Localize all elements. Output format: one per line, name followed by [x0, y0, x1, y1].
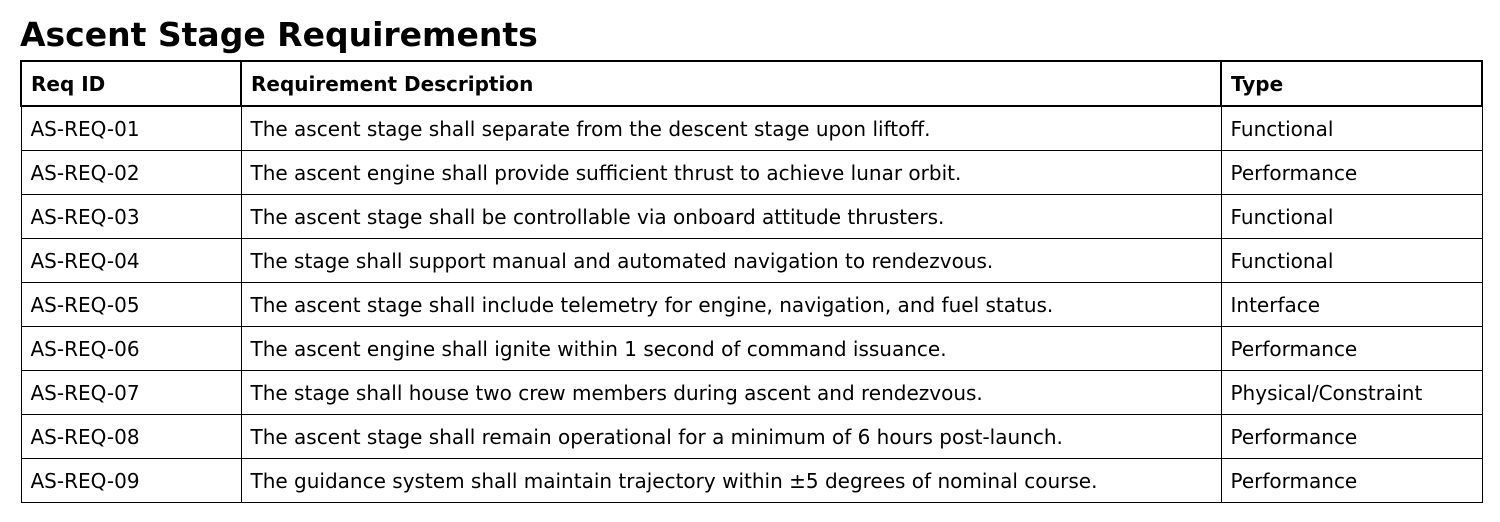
table-row [21, 415, 1482, 459]
description-cell: The ascent stage shall separate from the descent stage upon liftoff. [241, 106, 1221, 151]
req-id-cell: AS-REQ-04 [21, 239, 241, 283]
requirements-table [20, 60, 1483, 503]
description-cell: The ascent engine shall ignite within 1 second of command issuance. [241, 327, 1221, 371]
description-cell: The ascent stage shall remain operational for a minimum of 6 hours post-launch. [241, 415, 1221, 459]
description-cell: The stage shall support manual and automated navigation to rendezvous. [241, 239, 1221, 283]
type-cell: Interface [1221, 283, 1482, 327]
req-id-cell: AS-REQ-07 [21, 371, 241, 415]
description-cell: The ascent stage shall be controllable via onboard attitude thrusters. [241, 195, 1221, 239]
type-cell: Functional [1221, 195, 1482, 239]
table-row [21, 239, 1482, 283]
table-row [21, 151, 1482, 195]
table-row [21, 195, 1482, 239]
type-cell: Performance [1221, 459, 1482, 503]
req-id-cell: AS-REQ-01 [21, 106, 241, 151]
req-id-cell: AS-REQ-03 [21, 195, 241, 239]
type-cell: Functional [1221, 106, 1482, 151]
type-cell: Performance [1221, 151, 1482, 195]
description-cell: The guidance system shall maintain trajectory within ±5 degrees of nominal course. [241, 459, 1221, 503]
header-type: Type [1221, 61, 1482, 106]
description-cell: The ascent stage shall include telemetry for engine, navigation, and fuel status. [241, 283, 1221, 327]
req-id-cell: AS-REQ-08 [21, 415, 241, 459]
table-row [21, 283, 1482, 327]
description-cell: The ascent engine shall provide sufficient thrust to achieve lunar orbit. [241, 151, 1221, 195]
type-cell: Physical/Constraint [1221, 371, 1482, 415]
page-title: Ascent Stage Requirements [20, 15, 538, 54]
table-row [21, 371, 1482, 415]
req-id-cell: AS-REQ-09 [21, 459, 241, 503]
header-req-id: Req ID [21, 61, 241, 106]
header-requirement-description: Requirement Description [241, 61, 1221, 106]
description-cell: The stage shall house two crew members during ascent and rendezvous. [241, 371, 1221, 415]
req-id-cell: AS-REQ-06 [21, 327, 241, 371]
type-cell: Performance [1221, 327, 1482, 371]
type-cell: Functional [1221, 239, 1482, 283]
req-id-cell: AS-REQ-05 [21, 283, 241, 327]
table-row [21, 459, 1482, 503]
table-row [21, 106, 1482, 151]
req-id-cell: AS-REQ-02 [21, 151, 241, 195]
type-cell: Performance [1221, 415, 1482, 459]
table-header-row [21, 61, 1482, 106]
table-row [21, 327, 1482, 371]
